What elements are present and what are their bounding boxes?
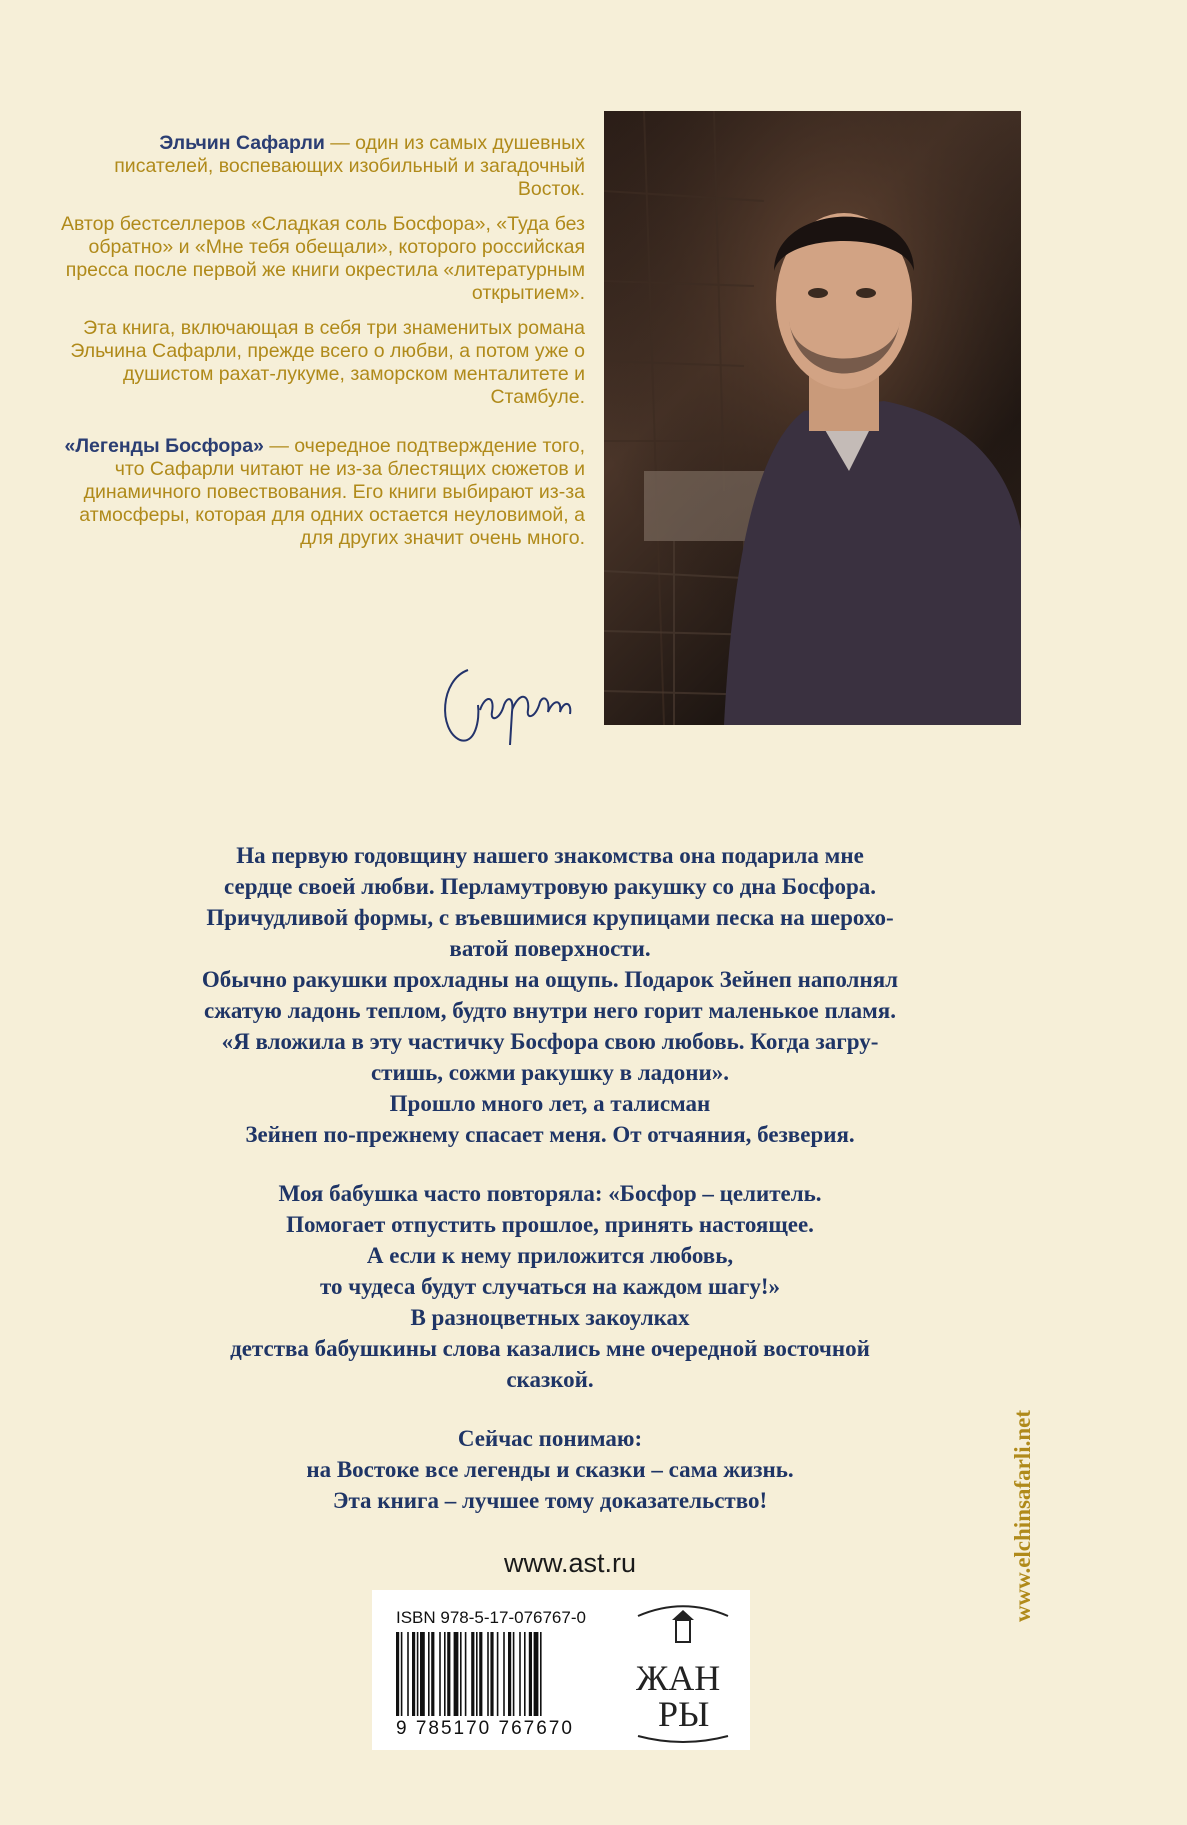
barcode-bar: [471, 1632, 474, 1716]
barcode-bar: [439, 1632, 441, 1716]
barcode-bar: [490, 1632, 493, 1716]
bio-intro-text: — один из самых душевных писателей, воспевающих изобильный и загадочный Восток.: [114, 132, 585, 200]
barcode-bar: [444, 1632, 446, 1716]
blurb-line: Прошло много лет, а талисман: [389, 1091, 711, 1116]
ean-number: 9 785170 767670: [396, 1718, 574, 1739]
author-website: www.elchinsafarli.net: [1010, 1410, 1035, 1623]
bio-book-description: Эта книга, включающая в себя три знаменитых романа Эльчина Сафарли, прежде всего о любви, а потом уже о душистом рахат-лукуме, заморском менталитете и Стамбуле.: [70, 317, 585, 408]
blurb-line: стишь, сожми ракушку в ладони».: [370, 1060, 730, 1085]
bio-legends-text: — очередное подтверждение того, что Сафарли читают не из-за блестящих сюжетов и динамичного повествования. Его книги выбирают из-за атмосферы, которая для одних остается неуловимой, а для других значит очень много.: [79, 435, 585, 549]
barcode-bar: [412, 1632, 415, 1716]
barcode-bar: [454, 1632, 459, 1716]
blurb-line: В разноцветных закоулках: [410, 1305, 690, 1330]
blurb-line: Зейнеп по-прежнему спасает меня. От отчаяния, безверия.: [245, 1122, 855, 1147]
bio-legends: [60, 435, 585, 550]
barcode-bar: [540, 1632, 542, 1716]
barcode-bar: [487, 1632, 489, 1716]
blurb-line: ватой поверхности.: [449, 936, 651, 961]
barcode-bar: [420, 1632, 425, 1716]
barcode-bar: [396, 1632, 399, 1716]
barcode-box: [372, 1590, 750, 1750]
blurb-line: Эта книга – лучшее тому доказательство!: [332, 1488, 768, 1513]
barcode-bar: [417, 1632, 419, 1716]
zhanry-logo-text-top: ЖАН: [636, 1658, 721, 1698]
blurb-line: Обычно ракушки прохладны на ощупь. Подарок Зейнеп наполнял: [201, 967, 899, 992]
barcode-bar: [519, 1632, 521, 1716]
barcode: [396, 1632, 612, 1716]
author-bio: [60, 132, 585, 562]
isbn-number: ISBN 978-5-17-076767-0: [396, 1608, 586, 1627]
blurb-line: Сейчас понимаю:: [457, 1426, 643, 1451]
author-signature: [430, 650, 590, 750]
barcode-bar: [407, 1632, 409, 1716]
barcode-bar: [513, 1632, 515, 1716]
barcode-bar: [534, 1632, 539, 1716]
barcode-bar: [460, 1632, 462, 1716]
barcode-bar: [524, 1632, 526, 1716]
author-name: Эльчин Сафарли: [159, 132, 325, 154]
barcode-bar: [465, 1632, 467, 1716]
zhanry-series-logo: [628, 1598, 738, 1746]
blurb-line: На первую годовщину нашего знакомства она подарила мне: [236, 843, 864, 868]
book-blurb: [70, 840, 1030, 1516]
barcode-bar: [479, 1632, 482, 1716]
blurb-line: Моя бабушка часто повторяла: «Босфор – целитель.: [278, 1181, 822, 1206]
bio-bestsellers: Автор бестселлеров «Сладкая соль Босфора», «Туда без обратно» и «Мне тебя обещали», которого российская пресса после первой же книги окрестила «литературным открытием».: [60, 213, 585, 304]
blurb-gap: [70, 1150, 1030, 1178]
blurb-line: сжатую ладонь теплом, будто внутри него горит маленькое пламя.: [203, 998, 896, 1023]
blurb-gap: [70, 1395, 1030, 1423]
blurb-line: сказкой.: [506, 1367, 594, 1392]
blurb-line: то чудеса будут случаться на каждом шагу!»: [319, 1274, 781, 1299]
publisher-website: www.ast.ru: [503, 1548, 637, 1578]
barcode-bar: [431, 1632, 434, 1716]
book-title: «Легенды Босфора»: [64, 435, 264, 457]
blurb-line: детства бабушкины слова казались мне очередной восточной: [230, 1336, 870, 1361]
barcode-bar: [428, 1632, 430, 1716]
zhanry-logo-text-bottom: РЫ: [658, 1694, 710, 1734]
barcode-bar: [447, 1632, 450, 1716]
blurb-line: на Востоке все легенды и сказки – сама жизнь.: [306, 1457, 794, 1482]
barcode-bar: [401, 1632, 403, 1716]
blurb-line: сердце своей любви. Перламутровую ракушку со дна Босфора.: [224, 874, 876, 899]
blurb-line: «Я вложила в эту частичку Босфора свою любовь. Когда загру-: [221, 1029, 879, 1054]
barcode-bar: [476, 1632, 478, 1716]
barcode-bar: [508, 1632, 511, 1716]
blurb-line: Помогает отпустить прошлое, принять настоящее.: [286, 1212, 814, 1237]
author-photo: [604, 111, 1021, 725]
bio-intro: [60, 132, 585, 201]
barcode-bar: [529, 1632, 532, 1716]
blurb-line: А если к нему приложится любовь,: [366, 1243, 734, 1268]
barcode-bar: [497, 1632, 499, 1716]
barcode-bar: [503, 1632, 505, 1716]
blurb-line: Причудливой формы, с въевшимися крупицами песка на шерохо-: [206, 905, 894, 930]
